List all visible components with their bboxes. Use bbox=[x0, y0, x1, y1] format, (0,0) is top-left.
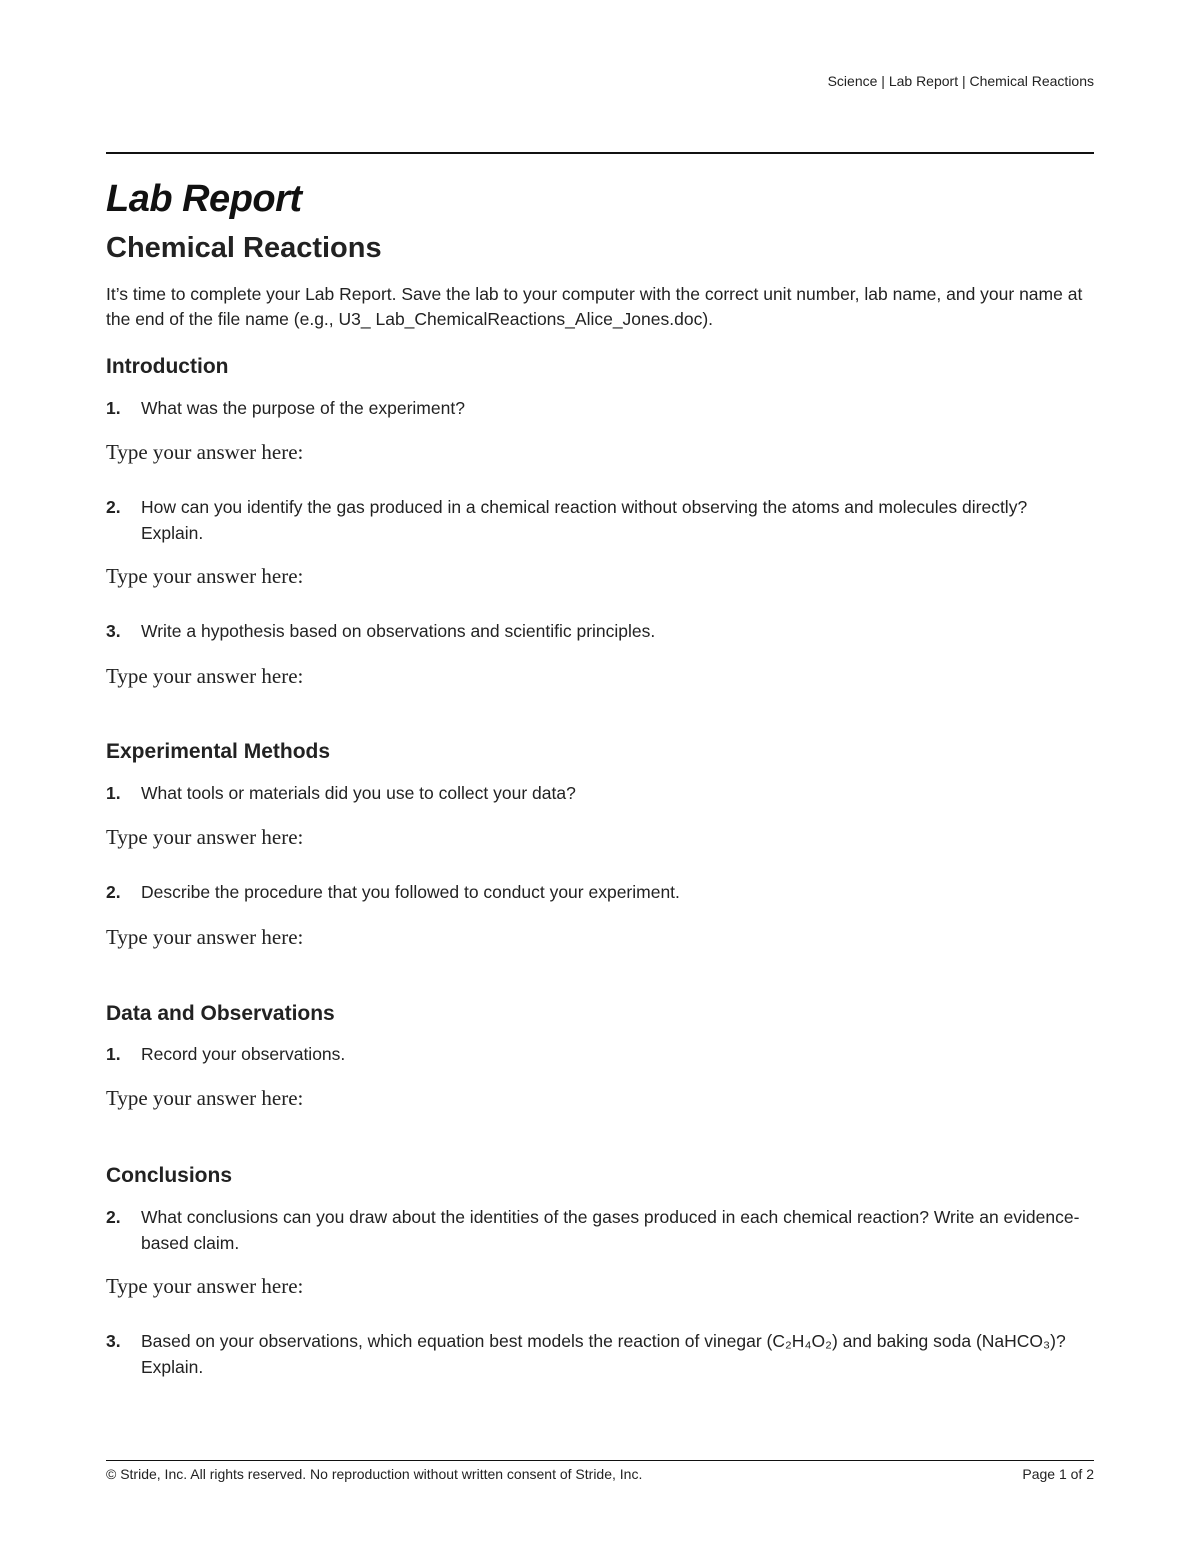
question-number: 1. bbox=[106, 398, 121, 418]
question-number: 3. bbox=[106, 1331, 121, 1351]
answer-field[interactable]: Type your answer here: bbox=[106, 564, 304, 588]
question-number: 3. bbox=[106, 621, 121, 641]
question-text: What tools or materials did you use to collect your data? bbox=[141, 783, 576, 803]
answer-field[interactable]: Type your answer here: bbox=[106, 825, 304, 849]
question-text: How can you identify the gas produced in a chemical reaction without observing the atoms and molecules directly? Explain. bbox=[141, 497, 1028, 543]
section-heading-data: Data and Observations bbox=[106, 1002, 335, 1025]
document-subtitle: Chemical Reactions bbox=[106, 232, 382, 264]
question-number: 1. bbox=[106, 1044, 121, 1064]
question-item bbox=[106, 494, 1094, 546]
page-number: Page 1 of 2 bbox=[1022, 1466, 1094, 1482]
answer-field[interactable]: Type your answer here: bbox=[106, 925, 304, 949]
header-divider bbox=[106, 152, 1094, 154]
question-text: What was the purpose of the experiment? bbox=[141, 398, 465, 418]
running-header: Science | Lab Report | Chemical Reactions bbox=[827, 73, 1094, 89]
section-heading-conclusions: Conclusions bbox=[106, 1164, 233, 1187]
answer-field[interactable]: Type your answer here: bbox=[106, 664, 304, 688]
question-item bbox=[106, 780, 1094, 806]
instructions-paragraph: It’s time to complete your Lab Report. Save the lab to your computer with the correct unit number, lab name, and your name at the end of the file name (e.g., U3_ Lab_ChemicalReactions_Alice_Jones.doc). bbox=[106, 284, 1083, 329]
document-title: Lab Report bbox=[106, 178, 302, 220]
question-number: 2. bbox=[106, 1207, 121, 1227]
question-text: What conclusions can you draw about the identities of the gases produced in each chemical reaction? Write an evidence-based claim. bbox=[141, 1207, 1080, 1253]
question-text: Record your observations. bbox=[141, 1044, 346, 1064]
question-number: 1. bbox=[106, 783, 121, 803]
question-item bbox=[106, 879, 1094, 905]
answer-field[interactable]: Type your answer here: bbox=[106, 440, 304, 464]
question-item bbox=[106, 1204, 1094, 1256]
document-page bbox=[106, 0, 1094, 1553]
question-text: Describe the procedure that you followed to conduct your experiment. bbox=[141, 882, 680, 902]
footer-divider bbox=[106, 1460, 1094, 1461]
section-heading-methods: Experimental Methods bbox=[106, 740, 331, 763]
question-item bbox=[106, 1041, 1094, 1067]
question-item bbox=[106, 395, 1094, 421]
question-number: 2. bbox=[106, 497, 121, 517]
question-item bbox=[106, 1328, 1094, 1380]
section-heading-introduction: Introduction bbox=[106, 355, 229, 378]
answer-field[interactable]: Type your answer here: bbox=[106, 1274, 304, 1298]
answer-field[interactable]: Type your answer here: bbox=[106, 1086, 304, 1110]
footer-copyright: © Stride, Inc. All rights reserved. No reproduction without written consent of Stride, Inc. bbox=[106, 1466, 643, 1482]
question-item bbox=[106, 618, 1094, 644]
question-text: Write a hypothesis based on observations and scientific principles. bbox=[141, 621, 656, 641]
question-number: 2. bbox=[106, 882, 121, 902]
question-text: Based on your observations, which equation best models the reaction of vinegar (C₂H₄O₂) and baking soda (NaHCO₃)? Explain. bbox=[141, 1331, 1066, 1377]
